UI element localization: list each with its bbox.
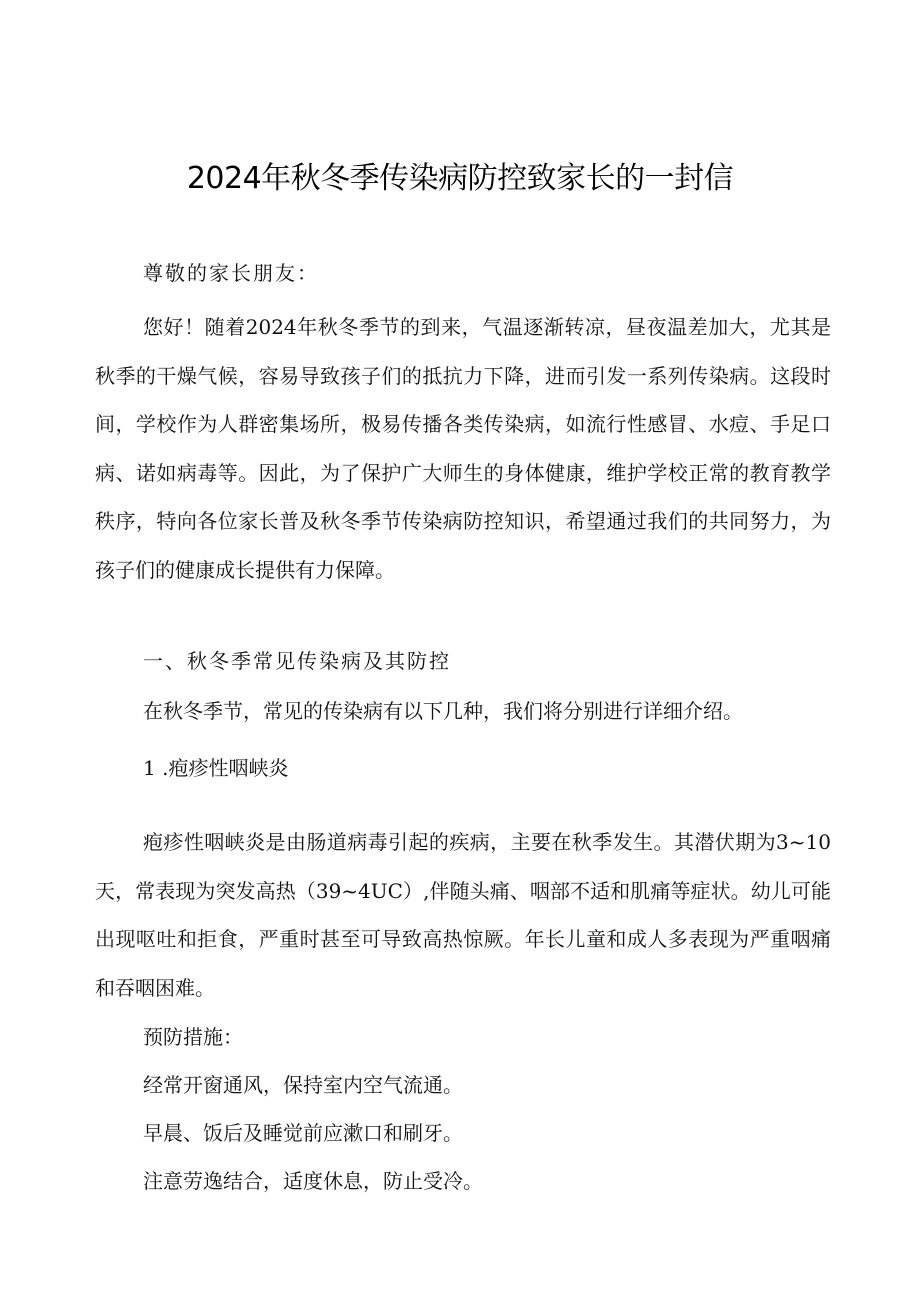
subsection-heading: 1 .疱疹性咽峡炎 <box>143 756 289 780</box>
prevention-item: 注意劳逸结合，适度休息，防止受冷。 <box>143 1169 483 1193</box>
page-title: 2024年秋冬季传染病防控致家长的一封信 <box>186 161 734 196</box>
section-intro: 在秋冬季节，常见的传染病有以下几种，我们将分别进行详细介绍。 <box>143 699 743 723</box>
salutation: 尊敬的家长朋友： <box>143 261 319 285</box>
prevention-item: 早晨、饭后及睡觉前应漱口和刷牙。 <box>143 1121 463 1145</box>
section-heading: 一、秋冬季常见传染病及其防控 <box>143 649 451 673</box>
intro-paragraph: 您好！随着2024年秋冬季节的到来，气温逐渐转凉，昼夜温差加大，尤其是秋季的干燥气候，容易导致孩子们的抵抗力下降，进而引发一系列传染病。这段时间，学校作为人群密集场所，极易传播各类传染病，如流行性感冒、水痘、手足口病、诺如病毒等。因此，为了保护广大师生的身体健康，维护学校正常的教育教学秩序，特向各位家长普及秋冬季节传染病防控知识，希望通过我们的共同努力，为孩子们的健康成长提供有力保障。 <box>95 315 831 582</box>
subsection-paragraph: 疱疹性咽峡炎是由肠道病毒引起的疾病，主要在秋季发生。其潜伏期为3~10天，常表现为突发高热（39~4UC）,伴随头痛、咽部不适和肌痛等症状。幼儿可能出现呕吐和拒食，严重时甚至可导致高热惊厥。年长儿童和成人多表现为严重咽痛和吞咽困难。 <box>95 830 831 1000</box>
prevention-item: 经常开窗通风，保持室内空气流通。 <box>143 1073 463 1097</box>
prevention-label: 预防措施： <box>143 1025 243 1049</box>
